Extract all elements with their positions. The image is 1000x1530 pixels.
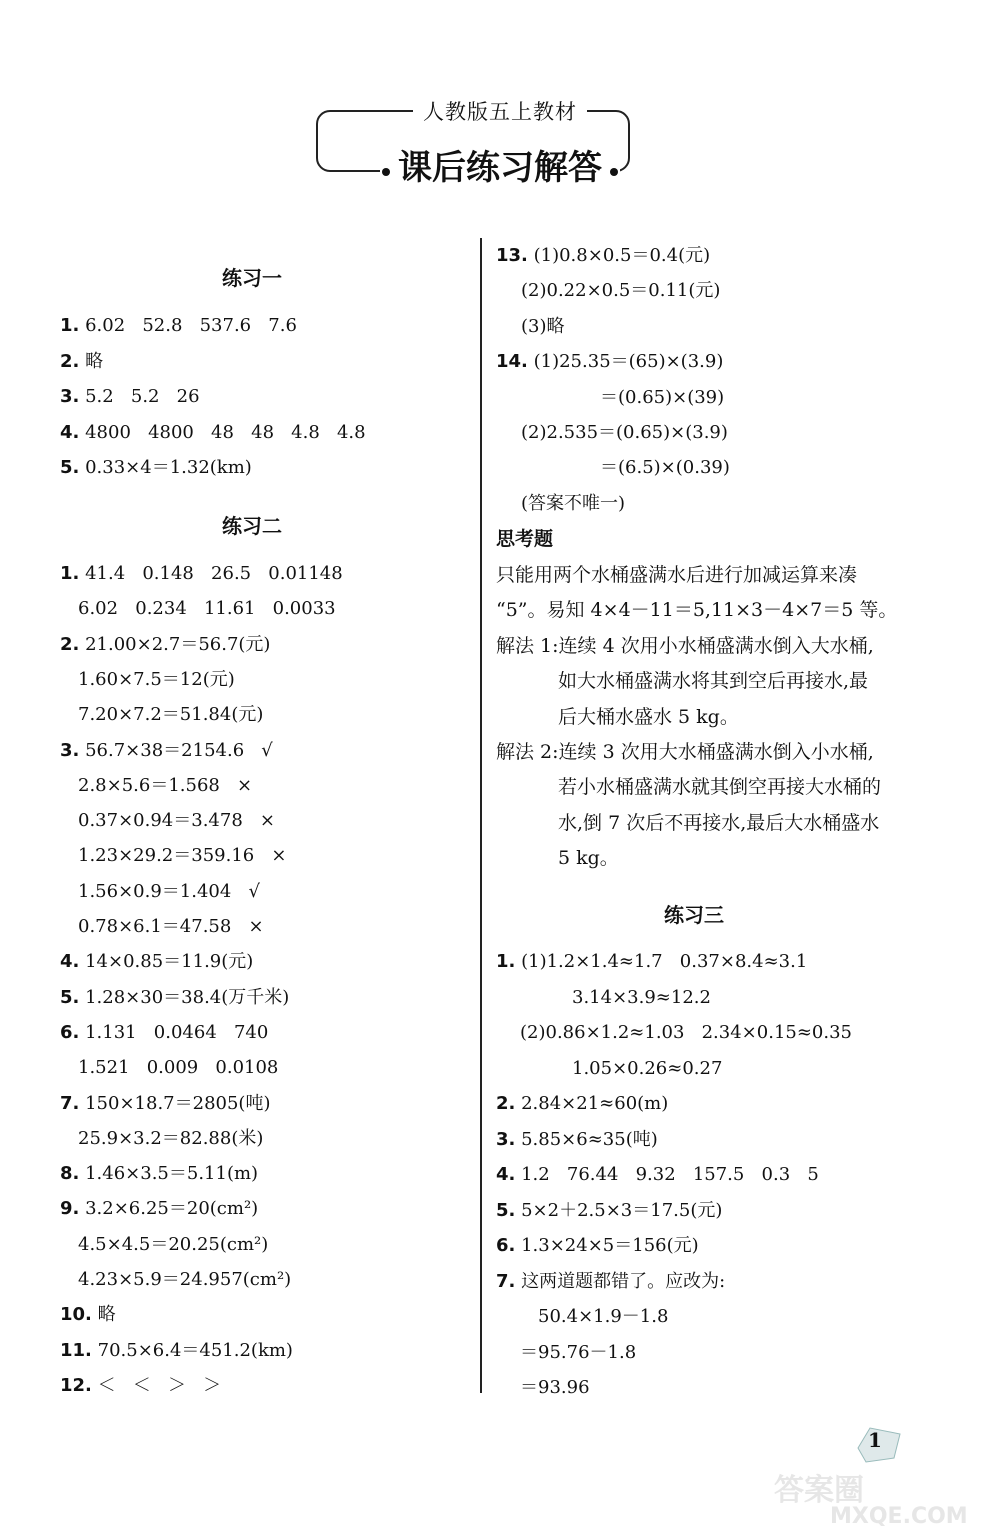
think-line: 若小水桶盛满水就其倒空再接大水桶的 [558,776,882,799]
header-subtitle: 人教版五上教材 [0,96,1000,126]
question-number: 10. [60,1304,92,1326]
think-line: 水,倒 7 次后不再接水,最后大水桶盛水 [558,811,880,834]
answer-text: 5.2 5.2 26 [79,386,200,407]
answer-text: (2)2.535＝(0.65)×(3.9) [521,422,728,443]
answer-text: 5×2＋2.5×3＝17.5(元) [515,1199,723,1221]
answer-line [60,562,343,586]
answer-text: 1.60×7.5＝12(元) [78,668,235,690]
question-number: 4. [496,1164,516,1185]
section-title-exercise-3: 练习三 [664,903,724,927]
answer-line [78,915,264,939]
answer-text: 4.5×4.5＝20.25(cm²) [78,1233,269,1255]
answer-text: 21.00×2.7＝56.7(元) [79,633,271,655]
answer-text: 14×0.85＝11.9(元) [79,951,254,973]
answer-line [496,1092,668,1116]
question-number: 1. [60,315,80,336]
question-number: 13. [496,245,528,266]
answer-line [520,1021,852,1045]
answer-line [521,421,728,445]
question-number: 3. [60,739,80,761]
answer-line [60,986,289,1010]
answer-line [78,844,286,868]
answer-text: (1)25.35＝(65)×(3.9) [527,351,724,373]
answer-line [60,1303,116,1327]
answer-text: 50.4×1.9－1.8 [538,1306,669,1327]
question-number: 1. [496,951,516,972]
answer-line [600,386,724,410]
answer-line [60,633,270,657]
answer-line [60,314,297,338]
answer-text: 7.20×7.2＝51.84(元) [78,704,264,726]
answer-text: 1.28×30＝38.4(万千米) [79,986,290,1008]
answer-line [78,1056,278,1080]
question-number: 6. [60,1021,80,1043]
answer-text: 4800 4800 48 48 4.8 4.8 [79,421,366,443]
answer-text: 0.33×4＝1.32(km) [79,457,252,478]
think-line: 只能用两个水桶盛满水后进行加减运算来凑 [496,564,858,586]
answer-text: ＝(6.5)×(0.39) [600,457,730,479]
answer-text: 略 [91,1304,116,1326]
think-line: 如大水桶盛满水将其到空后再接水,最 [558,670,869,693]
answer-line [496,1234,699,1258]
answer-line [78,880,260,904]
answer-text: 70.5×6.4＝451.2(km) [91,1339,293,1361]
think-line: 后大桶水盛水 5 kg。 [558,705,739,728]
answer-line [600,456,730,480]
answer-line [572,986,711,1010]
question-number: 5. [60,457,80,478]
answer-text: (2)0.22×0.5＝0.11(元) [521,280,721,302]
question-number: 7. [496,1270,516,1292]
question-number: 11. [60,1339,92,1361]
answer-line [60,385,200,409]
svg-text:MXQE.COM: MXQE.COM [830,1504,968,1526]
question-number: 14. [496,351,528,373]
answer-text: (答案不唯一) [521,492,626,514]
answer-text: 略 [79,350,104,372]
answer-line [521,279,720,303]
answer-text: ＝93.96 [520,1377,590,1398]
answer-text: 1.3×24×5＝156(元) [515,1235,699,1256]
bullet-dot-icon [610,168,618,176]
answer-text: 3.2×6.25＝20(cm²) [79,1198,259,1220]
answer-text: (1)1.2×1.4≈1.7 0.37×8.4≈3.1 [515,951,808,972]
question-number: 7. [60,1092,80,1114]
section-title-exercise-2: 练习二 [222,514,282,538]
answer-line [78,1233,268,1257]
page-title: 课后练习解答 [0,140,1000,189]
answer-text: 5.85×6≈35(吨) [515,1128,658,1150]
answer-line [572,1057,722,1081]
think-line: 5 kg。 [558,847,619,870]
answer-line [60,421,366,445]
answer-line [78,1268,291,1292]
page-number: 1 [868,1428,882,1452]
think-line: “5”。易知 4×4－11＝5,11×3－4×7＝5 等。 [496,599,898,622]
answer-text: ＝95.76－1.8 [520,1341,637,1363]
answer-line [60,1092,270,1116]
answer-line [60,1339,293,1363]
answer-text: ＝(0.65)×(39) [600,386,725,408]
answer-text: 2.8×5.6＝1.568 × [78,774,253,796]
answer-text: 1.131 0.0464 740 [79,1021,269,1043]
answer-text: 41.4 0.148 26.5 0.01148 [79,563,343,584]
answer-line [496,244,710,268]
answer-line [78,597,336,621]
answer-text: 这两道题都错了。应改为: [515,1270,726,1292]
svg-text:答案圈: 答案圈 [774,1473,864,1508]
answer-text: 0.78×6.1＝47.58 × [78,916,264,937]
answer-line [60,350,103,374]
answer-line [60,1162,258,1186]
answer-text: 6.02 52.8 537.6 7.6 [79,315,297,336]
answer-line [78,774,252,798]
section-title-exercise-1: 练习一 [222,266,282,290]
answer-line [60,1374,221,1398]
think-line: 解法 1:连续 4 次用小水桶盛满水倒入大水桶, [496,634,874,657]
answer-text: 2.84×21≈60(m) [515,1093,669,1114]
watermark-logo [770,1470,996,1526]
question-number: 2. [60,633,80,655]
question-number: 9. [60,1198,80,1220]
answer-line [496,1128,658,1152]
answer-text: ＜ ＜ ＞ ＞ [91,1374,222,1396]
answer-line [60,456,252,480]
answer-line [496,1163,819,1187]
answer-text: 1.05×0.26≈0.27 [572,1057,723,1079]
answer-line [60,1021,268,1045]
answer-line [78,809,275,833]
answer-line [496,1270,725,1294]
answer-line [496,950,807,974]
answer-line [78,1127,263,1151]
answer-line [520,1341,636,1365]
answer-line [78,703,263,727]
answer-text: 0.37×0.94＝3.478 × [78,810,276,832]
answer-line [520,1376,590,1400]
question-number: 4. [60,951,80,973]
question-number: 5. [60,986,80,1008]
column-divider [480,238,482,1393]
question-number: 1. [60,563,80,584]
think-question-title: 思考题 [496,528,554,550]
answer-text: (1)0.8×0.5＝0.4(元) [527,245,711,266]
question-number: 2. [496,1093,516,1114]
answer-text: 1.23×29.2＝359.16 × [78,845,287,867]
think-line: 解法 2:连续 3 次用大水桶盛满水倒入小水桶, [496,741,874,763]
answer-text: 1.521 0.009 0.0108 [78,1057,279,1079]
answer-text: 150×18.7＝2805(吨) [79,1092,271,1114]
question-number: 6. [496,1235,516,1256]
answer-line [496,350,723,374]
answer-line [538,1305,668,1329]
bullet-dot-icon [382,168,390,176]
question-number: 3. [60,386,80,407]
question-number: 3. [496,1128,516,1150]
answer-line [60,950,253,974]
question-number: 2. [60,350,80,372]
answer-line [521,492,625,516]
answer-text: 1.46×3.5＝5.11(m) [79,1163,259,1185]
question-number: 4. [60,421,80,443]
answer-text: 1.56×0.9＝1.404 √ [78,880,260,902]
answer-line [521,315,565,339]
answer-line [496,1199,722,1223]
answer-text: (3)略 [521,315,565,337]
answer-text: 1.2 76.44 9.32 157.5 0.3 5 [515,1164,819,1185]
answer-text: 25.9×3.2＝82.88(米) [78,1127,264,1149]
answer-text: 3.14×3.9≈12.2 [572,986,711,1008]
answer-text: 56.7×38＝2154.6 √ [79,739,273,761]
question-number: 12. [60,1374,92,1396]
question-number: 5. [496,1199,516,1221]
question-number: 8. [60,1163,80,1185]
answer-line [60,739,273,763]
answer-line [60,1197,258,1221]
answer-text: 4.23×5.9＝24.957(cm²) [78,1269,292,1290]
answer-text: 6.02 0.234 11.61 0.0033 [78,598,336,620]
answer-line [78,668,235,692]
answer-text: (2)0.86×1.2≈1.03 2.34×0.15≈0.35 [520,1022,853,1043]
